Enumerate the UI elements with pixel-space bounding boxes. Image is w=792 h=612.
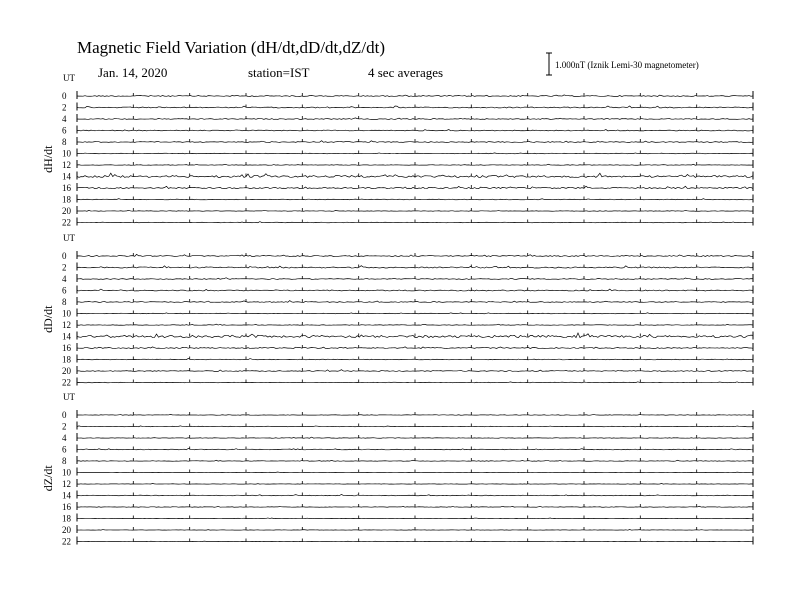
- row-time-ticks: [133, 288, 696, 291]
- row-label: 16: [62, 343, 71, 353]
- row-label: 4: [62, 274, 67, 284]
- row-label: 8: [62, 137, 67, 147]
- row-time-ticks: [133, 527, 696, 530]
- row-label: 20: [62, 366, 71, 376]
- row-time-ticks: [133, 174, 696, 177]
- scale-bar-label: 1.000nT (Iznik Lemi-30 magnetometer): [555, 60, 699, 70]
- row-label: 16: [62, 502, 71, 512]
- row-label: 16: [62, 183, 71, 193]
- panel-ylabel: dZ/dt: [41, 465, 55, 492]
- row-label: 10: [62, 467, 71, 478]
- row-time-ticks: [133, 380, 696, 383]
- row-label: 14: [62, 171, 71, 182]
- ut-label: UT: [63, 392, 75, 402]
- panels: [41, 73, 753, 547]
- row-label: 0: [62, 251, 67, 261]
- row-label: 8: [62, 297, 67, 307]
- row-trace: [77, 541, 753, 542]
- panel-ylabel: dH/dt: [41, 145, 55, 173]
- ut-label: UT: [63, 73, 75, 83]
- row-time-ticks: [133, 539, 696, 542]
- row-label: 0: [62, 91, 67, 101]
- row-time-ticks: [133, 162, 696, 165]
- row-label: 6: [62, 125, 67, 136]
- row-label: 20: [62, 206, 71, 216]
- row-time-ticks: [133, 470, 696, 473]
- row-label: 12: [62, 320, 71, 330]
- row-label: 0: [62, 410, 67, 420]
- row-label: 2: [62, 102, 67, 113]
- row-time-ticks: [133, 493, 696, 496]
- row-label: 22: [62, 217, 71, 228]
- row-label: 18: [62, 194, 71, 205]
- row-label: 18: [62, 513, 71, 524]
- row-label: 4: [62, 114, 67, 124]
- row-label: 8: [62, 456, 67, 466]
- row-label: 22: [62, 536, 71, 547]
- row-label: 14: [62, 490, 71, 501]
- row-time-ticks: [133, 435, 696, 438]
- panel-dH-dt: [41, 73, 753, 228]
- scale-bar: [546, 53, 552, 75]
- row-trace: [77, 518, 753, 519]
- panel-dD-dt: [41, 233, 753, 388]
- row-label: 6: [62, 285, 67, 296]
- row-time-ticks: [133, 265, 696, 268]
- row-label: 22: [62, 377, 71, 388]
- row-label: 10: [62, 148, 71, 159]
- averaging-label: 4 sec averages: [368, 65, 444, 80]
- row-label: 4: [62, 433, 67, 443]
- row-label: 12: [62, 479, 71, 489]
- row-time-ticks: [133, 345, 696, 348]
- station-label: station=IST: [248, 65, 310, 80]
- row-time-ticks: [133, 151, 696, 154]
- row-label: 12: [62, 160, 71, 170]
- row-label: 18: [62, 354, 71, 365]
- row-label: 20: [62, 525, 71, 535]
- panel-dZ-dt: [41, 392, 753, 547]
- row-label: 10: [62, 308, 71, 319]
- date-label: Jan. 14, 2020: [98, 65, 168, 80]
- panel-ylabel: dD/dt: [41, 305, 55, 333]
- chart-title: Magnetic Field Variation (dH/dt,dD/dt,dZ/dt): [77, 38, 386, 57]
- row-label: 6: [62, 444, 67, 455]
- row-label: 2: [62, 421, 67, 432]
- row-label: 2: [62, 262, 67, 273]
- row-label: 14: [62, 331, 71, 342]
- row-trace: [77, 484, 753, 485]
- ut-label: UT: [63, 233, 75, 243]
- row-trace: [77, 414, 753, 415]
- row-time-ticks: [133, 481, 696, 484]
